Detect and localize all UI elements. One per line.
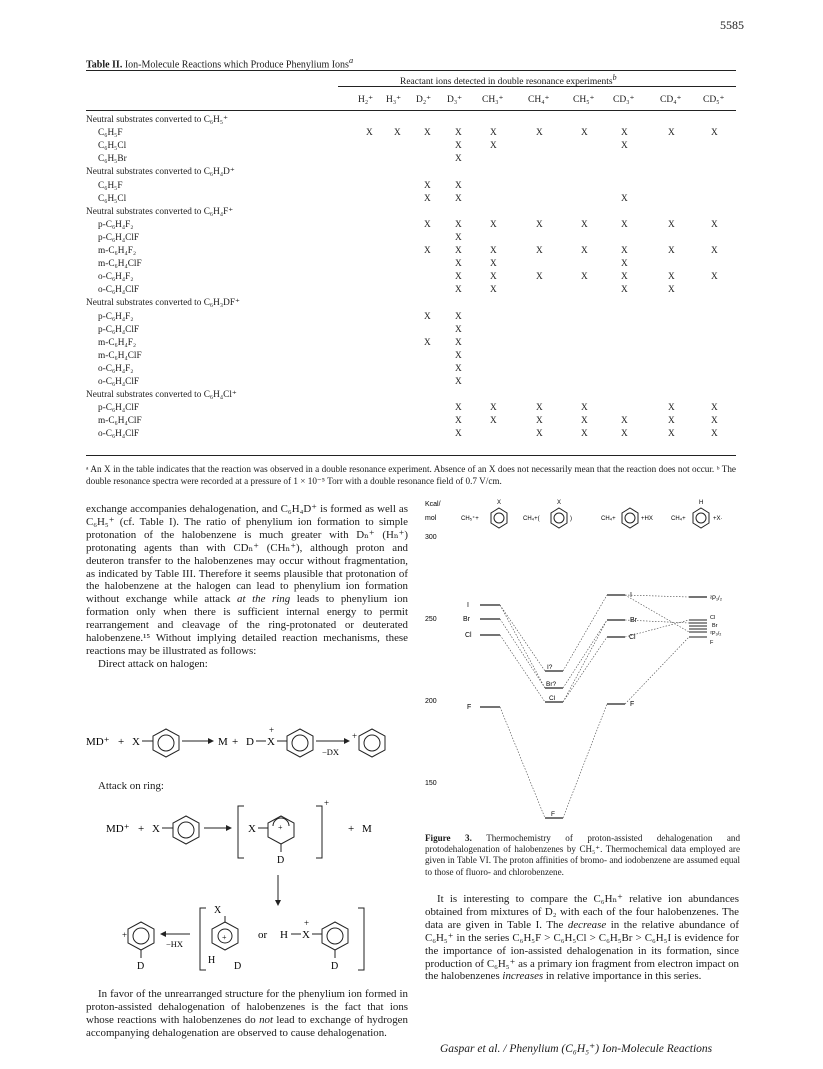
svg-text:X: X <box>214 905 222 916</box>
table-cell-mark: X <box>536 429 543 440</box>
svg-text:X: X <box>302 929 310 941</box>
table-cell-mark: X <box>536 416 543 427</box>
svg-text:X: X <box>248 823 256 835</box>
svg-text:Br: Br <box>712 623 718 629</box>
table-cell-mark: X <box>621 285 628 296</box>
table-cell-mark: X <box>536 403 543 414</box>
table-cell-mark: X <box>455 416 462 427</box>
table-cell-mark: X <box>455 259 462 270</box>
svg-text:CH₅⁺+: CH₅⁺+ <box>461 516 479 522</box>
table-cell-mark: X <box>621 193 628 204</box>
column-header: H₃⁺ <box>386 95 402 105</box>
table-cell-mark: X <box>366 128 373 139</box>
svg-text:M: M <box>218 736 228 748</box>
svg-text:−HX: −HX <box>166 939 184 949</box>
table-cell-mark: X <box>424 219 431 230</box>
column-header: D₃⁺ <box>447 95 463 105</box>
table-cell-mark: X <box>424 193 431 204</box>
svg-text:²P₃/₂: ²P₃/₂ <box>710 631 722 637</box>
table-row-label: o-C₆H₄F₂ <box>98 363 134 374</box>
table-cell-mark: X <box>424 311 431 322</box>
table-row-label: o-C₆H₄F₂ <box>98 272 134 283</box>
svg-text:H: H <box>208 955 216 966</box>
column-header: CH₅⁺ <box>573 95 595 105</box>
scheme-ring-attack <box>86 800 416 985</box>
table-cell-mark: X <box>424 180 431 191</box>
table-row-label: C₆H₅Cl <box>98 193 127 204</box>
table-cell-mark: X <box>668 128 675 139</box>
figure-3-caption: Figure 3. Thermochemistry of proton-assisted dehalogenation and protodehalogenation of halobenzenes by CH₅⁺. Thermochemical data employed are given in Table VI. The proton affinities of bromo- and iodobenzene are assumed equal to those of fluoro- and chlorobenzene. <box>425 833 740 877</box>
direct-attack-heading: Direct attack on halogen: <box>98 657 208 670</box>
mid-level-I: I? <box>547 664 553 671</box>
table-row-label: p-C₆H₄ClF <box>98 232 140 243</box>
table-row-label: C₆H₅F <box>98 128 123 139</box>
table-group-label: Neutral substrates converted to C₆H₄D⁺ <box>86 167 235 178</box>
y-unit-1: Kcal/ <box>425 501 441 508</box>
table-cell-mark: X <box>668 285 675 296</box>
table-row-label: C₆H₅Cl <box>98 141 127 152</box>
left-level-F: F <box>467 704 472 711</box>
table-cell-mark: X <box>668 429 675 440</box>
table-row-label: m-C₆H₄ClF <box>98 259 142 270</box>
table-cell-mark: X <box>455 324 462 335</box>
svg-text:+: + <box>348 823 355 835</box>
table-cell-mark: X <box>424 246 431 256</box>
table-cell-mark: X <box>455 193 462 204</box>
y-unit-2: mol <box>425 515 437 522</box>
table-cell-mark: X <box>455 429 462 440</box>
atom-level-2P12: ²P₁/₂ <box>710 596 723 602</box>
svg-text:+: + <box>232 736 239 748</box>
figure-3 <box>425 496 745 831</box>
table-cell-mark: X <box>455 272 462 283</box>
table-cell-mark: X <box>490 141 497 152</box>
left-paragraph-2: In favor of the unrearranged structure for the phenylium ion formed in proton-assisted dehalogenation of halobenzenes is the fact that ions whose reactions with halobenzenes do not lead to exchange of hydrogen accompanying dehalogenation are observed to cause dehalogenation. <box>86 988 408 1039</box>
svg-text:+: + <box>352 731 358 741</box>
table-cell-mark: X <box>668 416 675 427</box>
table-cell-mark: X <box>668 272 675 283</box>
svg-text:+: + <box>304 918 310 928</box>
table-group-label: Neutral substrates converted to C₆H₅⁺ <box>86 115 229 125</box>
table-cell-mark: X <box>490 128 497 139</box>
svg-text:): ) <box>570 516 572 522</box>
table-cell-mark: X <box>581 246 588 256</box>
table-row-label: o-C₆H₄ClF <box>98 429 140 440</box>
table-cell-mark: X <box>490 285 497 296</box>
table-row-label: p-C₆H₄F₂ <box>98 219 134 230</box>
table-cell-mark: X <box>711 429 718 440</box>
benzene-ring-icon <box>153 729 179 757</box>
right-level-Cl: Cl <box>629 634 636 641</box>
page-number: 5585 <box>720 18 744 32</box>
svg-text:D: D <box>246 736 254 748</box>
table-cell-mark: X <box>455 363 462 374</box>
table-cell-mark: X <box>581 403 588 414</box>
table-caption <box>86 56 353 70</box>
table-cell-mark: X <box>711 416 718 427</box>
benzene-ring-icon <box>173 816 199 844</box>
table-row-label: p-C₆H₄ClF <box>98 324 140 335</box>
table-cell-mark: X <box>711 403 718 414</box>
svg-text:CH₄+(: CH₄+( <box>523 516 540 522</box>
table-cell-mark: X <box>455 232 462 243</box>
table-cell-mark: X <box>455 377 462 387</box>
table-label: Table II. <box>86 59 123 71</box>
table-bottom-rule <box>86 455 736 456</box>
svg-text:+: + <box>269 725 275 735</box>
table-cell-mark: X <box>621 128 628 139</box>
table-cell-mark: X <box>536 128 543 139</box>
svg-text:X: X <box>152 823 160 835</box>
svg-text:+: + <box>118 736 125 748</box>
svg-text:D: D <box>331 961 339 972</box>
table-cell-mark: X <box>536 246 543 256</box>
table-cell-mark: X <box>621 246 628 256</box>
table-cell-mark: X <box>621 416 628 427</box>
table-cell-mark: X <box>621 259 628 270</box>
table-header-rule <box>86 110 736 111</box>
svg-text:MD⁺: MD⁺ <box>106 823 130 835</box>
svg-text:X: X <box>497 500 502 506</box>
table-cell-mark: X <box>668 403 675 414</box>
right-level-I: I <box>630 592 632 599</box>
svg-text:+HX: +HX <box>641 516 653 522</box>
svg-text:−DX: −DX <box>322 747 340 757</box>
column-header: CH₃⁺ <box>482 95 504 105</box>
svg-text:or: or <box>258 929 268 941</box>
mid-level-Cl: Cl <box>549 695 556 702</box>
table-spanner: Reactant ions detected in double resonance experiments$^b$ <box>400 73 617 88</box>
table-cell-mark: X <box>455 180 462 191</box>
table-cell-mark: X <box>490 403 497 414</box>
svg-text:CH₄+: CH₄+ <box>671 516 686 522</box>
table-spanner-rule <box>338 86 736 87</box>
table-row-label: p-C₆H₄F₂ <box>98 311 134 322</box>
attack-ring-heading: Attack on ring: <box>98 780 164 792</box>
column-header: D₂⁺ <box>416 95 432 105</box>
table-row-label: o-C₆H₄ClF <box>98 377 140 387</box>
table-top-rule <box>86 70 736 71</box>
table-cell-mark: X <box>581 128 588 139</box>
svg-text:H: H <box>280 929 288 941</box>
mid-level-F: F <box>551 811 555 818</box>
table-cell-mark: X <box>668 246 675 256</box>
table-cell-mark: X <box>621 429 628 440</box>
table-cell-mark: X <box>668 219 675 230</box>
table-group-label: Neutral substrates converted to C₆H₃DF⁺ <box>86 298 240 309</box>
table-row-label: m-C₆H₄ClF <box>98 416 142 427</box>
svg-text:D: D <box>277 855 285 866</box>
table-cell-mark: X <box>581 429 588 440</box>
svg-text:+X·: +X· <box>713 516 723 522</box>
svg-text:+: + <box>278 823 283 832</box>
table-group-label: Neutral substrates converted to C₆H₄F⁺ <box>86 206 234 217</box>
y-tick-300: 300 <box>425 534 437 541</box>
table-row-label: C₆H₅Br <box>98 154 127 165</box>
column-header: CD₃⁺ <box>613 95 635 105</box>
table-cell-mark: X <box>455 285 462 296</box>
table-cell-mark: X <box>455 246 462 256</box>
svg-text:M: M <box>362 823 372 835</box>
left-level-I: I <box>467 602 469 609</box>
table-cell-mark: X <box>455 219 462 230</box>
left-level-Cl: Cl <box>465 632 472 639</box>
table-cell-mark: X <box>711 246 718 256</box>
column-header: CH₄⁺ <box>528 95 550 105</box>
table-row-label: m-C₆H₄F₂ <box>98 337 137 348</box>
table-cell-mark: X <box>490 416 497 427</box>
table-cell-mark: X <box>455 128 462 139</box>
phenylium-d-ring-icon <box>128 922 154 950</box>
table-row-label: p-C₆H₄ClF <box>98 403 140 414</box>
scheme-md: MD⁺ <box>86 736 110 748</box>
svg-text:+: + <box>324 800 330 808</box>
table-cell-mark: X <box>711 219 718 230</box>
table-cell-mark: X <box>490 272 497 283</box>
scheme-direct-attack <box>86 715 416 775</box>
table-cell-mark: X <box>581 219 588 230</box>
column-header: CD₅⁺ <box>703 95 725 105</box>
phenylium-ring-icon <box>359 729 385 757</box>
svg-text:+: + <box>222 933 227 942</box>
table-row-label: m-C₆H₄F₂ <box>98 246 137 256</box>
column-header: H₂⁺ <box>358 95 374 105</box>
table-cell-mark: X <box>581 272 588 283</box>
halogen-protonated-ring-icon <box>322 922 348 950</box>
svg-text:D: D <box>137 961 145 972</box>
table-cell-mark: X <box>711 128 718 139</box>
y-tick-250: 250 <box>425 616 437 623</box>
benzene-ring-icon <box>287 729 313 757</box>
table-row-label: m-C₆H₄ClF <box>98 350 142 361</box>
table-cell-mark: X <box>424 337 431 348</box>
svg-text:Cl: Cl <box>710 615 716 621</box>
table-cell-mark: X <box>455 350 462 361</box>
mid-level-Br: Br? <box>546 681 557 688</box>
table-cell-mark: X <box>455 141 462 152</box>
svg-text:+: + <box>122 930 128 940</box>
svg-text:CH₄+: CH₄+ <box>601 516 616 522</box>
table-cell-mark: X <box>581 416 588 427</box>
svg-text:X: X <box>557 500 562 506</box>
table-cell-mark: X <box>424 128 431 139</box>
table-cell-mark: X <box>394 128 401 139</box>
table-title-sup: a <box>348 56 354 65</box>
table-cell-mark: X <box>621 219 628 230</box>
y-tick-200: 200 <box>425 698 437 705</box>
svg-text:D: D <box>234 961 242 972</box>
left-paragraph-1: exchange accompanies dehalogenation, and C₆H₄D⁺ is formed as well as C₆H₅⁺ (cf. Table I). The ratio of phenylium ion formation to simple protonation of the halobenzene is much greater with Dₙ⁺ (Hₙ⁺) protonating agents than with CDₙ⁺ (CHₙ⁺), although proton and deuteron transfer to the halobenzenes may occur without fragmentation, as indicated by Table III. Therefore it seems plausible that protonation of the halobenzene at the halogen can lead to phenylium ion formation without exchange while attack at the ring leads to phenylium ion formation only when there is sufficient internal energy to permit rearrangement and cleavage of the ring-protonated or deuterated halobenzene.¹⁵ Without implying detailed reaction mechanisms, these reactions may be illustrated as follows: Direct attack on halogen: <box>86 503 408 670</box>
svg-text:+: + <box>138 823 145 835</box>
table-cell-mark: X <box>490 259 497 270</box>
right-level-Br: Br <box>630 617 637 624</box>
running-footer: Gaspar et al. / Phenylium (C₆H₅⁺) Ion-Molecule Reactions <box>440 1043 713 1055</box>
y-tick-150: 150 <box>425 780 437 787</box>
table-cell-mark: X <box>621 141 628 152</box>
svg-text:X: X <box>267 736 275 748</box>
table-title: Ion-Molecule Reactions which Produce Phenylium Ions <box>124 59 349 71</box>
svg-text:F: F <box>710 640 714 646</box>
svg-text:X: X <box>132 736 140 748</box>
table-cell-mark: X <box>711 272 718 283</box>
table-cell-mark: X <box>490 219 497 230</box>
table-cell-mark: X <box>455 337 462 348</box>
table-footnote: ᵃ An X in the table indicates that the reaction was observed in a double resonance experiment. Absence of an X does not necessarily mean that the reaction does not occur. ᵇ The double resonance spectra were recorded at a pressure of 1 × 10⁻⁵ Torr with a double resonance field of 0.7 V/cm. <box>86 464 736 486</box>
table-row-label: o-C₆H₄ClF <box>98 285 140 296</box>
column-header: CD₄⁺ <box>660 95 682 105</box>
right-level-F: F <box>630 701 635 708</box>
table-group-label: Neutral substrates converted to C₆H₄Cl⁺ <box>86 390 237 401</box>
table-cell-mark: X <box>490 246 497 256</box>
table-cell-mark: X <box>455 403 462 414</box>
right-paragraph: It is interesting to compare the C₆Hₙ⁺ relative ion abundances obtained from mixtures of D₂ with each of the four halobenzenes. The data are given in Table I. The decrease in the relative abundance of C₆H₅⁺ in the series C₆H₅F > C₆H₅Cl > C₆H₅Br > C₆H₅I is evidence for the importance of ion-assisted dehalogenation in its formation, since production of C₆H₅⁺ as a primary ion fragment from electron impact on the halobenzenes increases in relative importance in this series. <box>425 893 740 983</box>
left-level-Br: Br <box>463 616 470 623</box>
table-cell-mark: X <box>455 154 462 165</box>
table-cell-mark: X <box>621 272 628 283</box>
svg-text:H: H <box>699 500 704 506</box>
table-cell-mark: X <box>536 272 543 283</box>
table-cell-mark: X <box>536 219 543 230</box>
table-cell-mark: X <box>455 311 462 322</box>
table-row-label: C₆H₅F <box>98 180 123 191</box>
